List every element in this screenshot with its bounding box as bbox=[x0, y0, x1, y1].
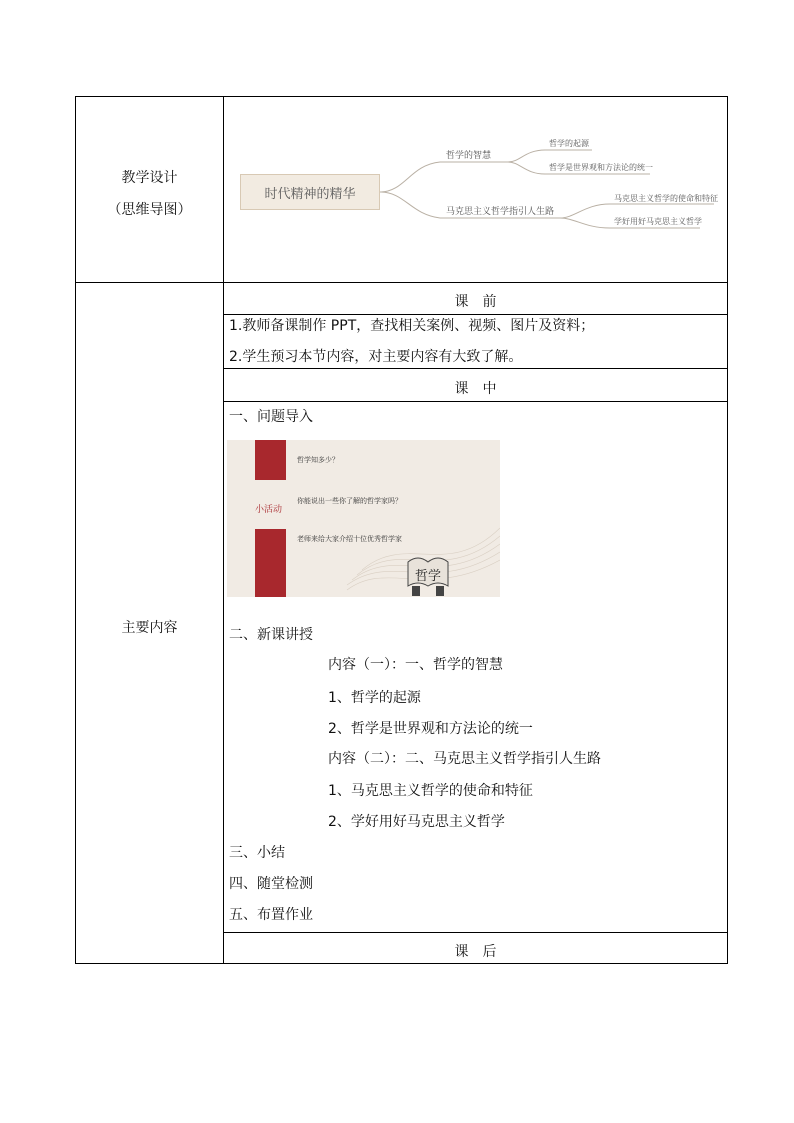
mind-map-leaf: 马克思主义哲学的使命和特征 bbox=[614, 194, 718, 203]
slide-logo-text: 哲学 bbox=[414, 569, 441, 584]
slide-wave-lines bbox=[227, 440, 500, 597]
in-class-heading: 课 中 bbox=[454, 381, 497, 397]
main-content-label: 主要内容 bbox=[121, 620, 178, 636]
before-class-item-1: 1.教师备课制作 PPT，查找相关案例、视频、图片及资料； bbox=[229, 318, 595, 334]
content-one-item-1: 1、哲学的起源 bbox=[328, 690, 421, 706]
content-two-item-2: 2、学好用好马克思主义哲学 bbox=[328, 814, 505, 830]
slide-question-1: 哲学知多少？ bbox=[297, 456, 339, 464]
philosophy-book-icon bbox=[402, 552, 454, 597]
mind-map-leaf: 哲学的起源 bbox=[549, 139, 589, 148]
slide-question-3: 老师来给大家介绍十位优秀哲学家 bbox=[297, 535, 402, 543]
test-heading: 四、随堂检测 bbox=[229, 876, 313, 892]
mind-map-root: 时代精神的精华 bbox=[240, 174, 380, 210]
summary-heading: 三、小结 bbox=[229, 845, 285, 861]
after-class-heading: 课 后 bbox=[454, 944, 497, 960]
new-lesson-heading: 二、新课讲授 bbox=[229, 627, 313, 643]
mind-map-branch: 马克思主义哲学指引人生路 bbox=[446, 207, 555, 217]
content-two-heading: 内容（二）：二、马克思主义哲学指引人生路 bbox=[328, 751, 601, 767]
content-one-item-2: 2、哲学是世界观和方法论的统一 bbox=[328, 721, 533, 737]
mind-map-branch: 哲学的智慧 bbox=[446, 151, 492, 161]
homework-heading: 五、布置作业 bbox=[229, 907, 313, 923]
before-class-item-2: 2.学生预习本节内容，对主要内容有大致了解。 bbox=[229, 349, 523, 365]
activity-slide-image bbox=[227, 440, 500, 597]
mind-map-leaf: 哲学是世界观和方法论的统一 bbox=[549, 163, 653, 172]
problem-intro-heading: 一、问题导入 bbox=[229, 409, 313, 425]
content-two-item-1: 1、马克思主义哲学的使命和特征 bbox=[328, 783, 533, 799]
mind-map-leaf: 学好用好马克思主义哲学 bbox=[614, 217, 702, 226]
content-one-heading: 内容（一）：一、哲学的智慧 bbox=[328, 657, 503, 673]
before-class-heading: 课 前 bbox=[454, 294, 497, 310]
design-label: 教学设计 bbox=[121, 170, 178, 186]
slide-activity-label: 小活动 bbox=[255, 505, 283, 515]
slide-question-2: 你能说出一些你了解的哲学家吗？ bbox=[297, 497, 402, 505]
design-label-sub: （思维导图） bbox=[107, 202, 192, 218]
